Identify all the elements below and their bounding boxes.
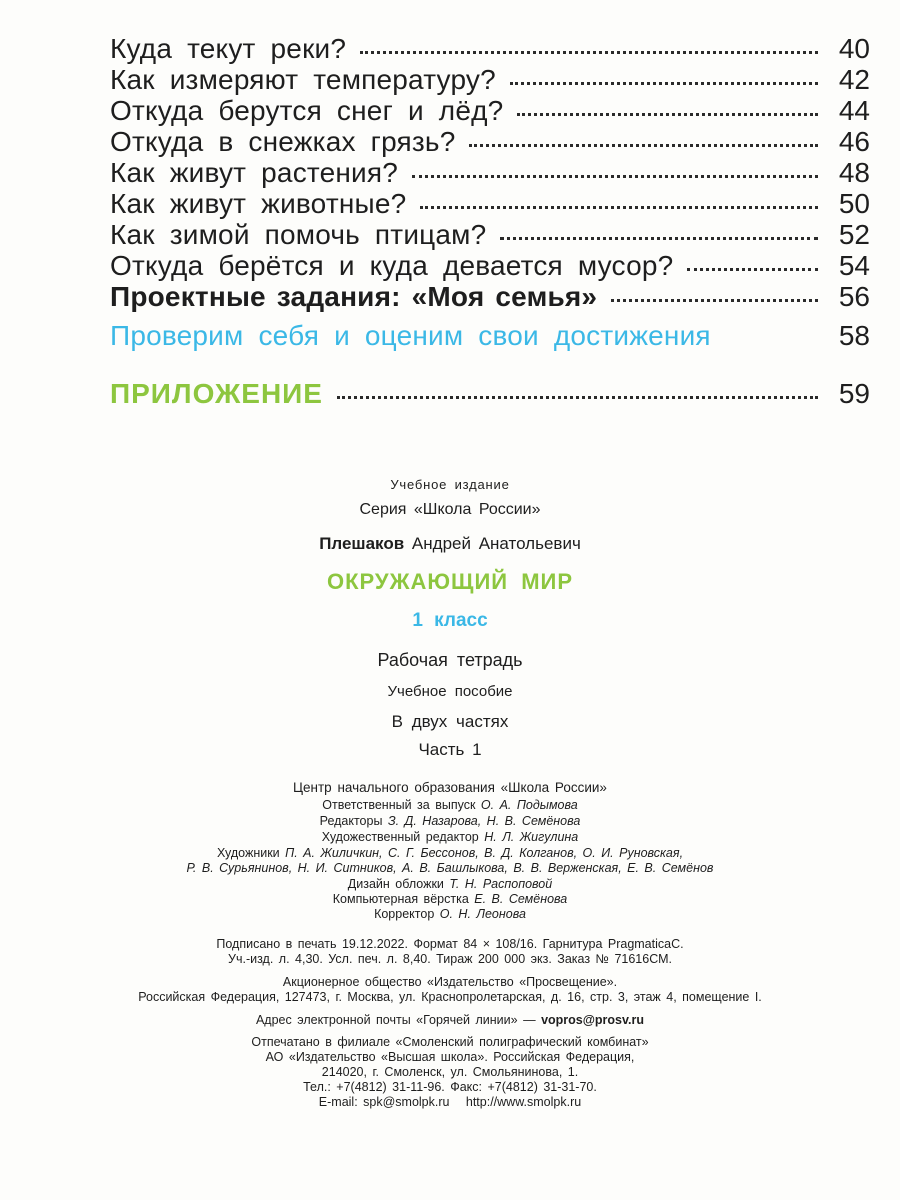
toc-leader-dots	[500, 237, 818, 240]
author	[0, 534, 900, 554]
toc-leader-dots	[337, 396, 818, 399]
table-of-contents	[110, 33, 870, 418]
credit-label: Корректор	[374, 907, 435, 921]
credit-names: Р. В. Сурьянинов, Н. И. Ситников, А. В. Башлыкова, В. В. Верженская, Е. В. Семёнов	[186, 861, 714, 875]
credit-line	[0, 877, 900, 891]
toc-entry-title: Как живут животные?	[110, 188, 407, 219]
education-center: Центр начального образования «Школа России»	[293, 780, 607, 795]
credit-label: Ответственный за выпуск	[322, 798, 476, 812]
toc-entry-page: 48	[838, 157, 870, 188]
hotline-label: Адрес электронной почты «Горячей линии» —	[255, 1013, 536, 1027]
toc-leader-dots	[469, 144, 818, 147]
toc-entry-appendix	[110, 378, 870, 418]
toc-entry	[110, 95, 870, 126]
credit-label: Художественный редактор	[321, 830, 479, 844]
toc-entry-title: Откуда в снежках грязь?	[110, 126, 456, 157]
toc-entry-page: 50	[838, 188, 870, 219]
toc-leader-dots	[517, 113, 818, 116]
print-info-line: Подписано в печать 19.12.2022. Формат 84 × 108/16. Гарнитура PragmaticaC.	[216, 937, 684, 951]
parts-note: В двух частях	[391, 712, 509, 731]
credit-line	[0, 830, 900, 844]
credit-names: О. Н. Леонова	[439, 907, 526, 921]
toc-entry	[110, 126, 870, 157]
credit-line	[0, 846, 900, 860]
toc-entry-title: Проверим себя и оценим свои достижения	[110, 320, 711, 351]
book-kind: Учебное пособие	[387, 683, 513, 700]
toc-entry-page: 46	[838, 126, 870, 157]
toc-entry-page: 52	[838, 219, 870, 250]
toc-entry-title: Как зимой помочь птицам?	[110, 219, 487, 250]
credit-label: Компьютерная вёрстка	[332, 892, 469, 906]
toc-leader-dots	[412, 175, 818, 178]
credit-names: Т. Н. Распоповой	[449, 877, 553, 891]
credit-line	[0, 798, 900, 812]
hotline-email: vopros@prosv.ru	[541, 1013, 645, 1027]
toc-entry	[110, 250, 870, 281]
credit-names: П. А. Жиличкин, С. Г. Бессонов, В. Д. Колганов, О. И. Руновская,	[285, 846, 684, 860]
toc-entry	[110, 33, 870, 64]
credit-names: Е. В. Семёнова	[474, 892, 568, 906]
hotline	[0, 1013, 900, 1027]
credit-label: Дизайн обложки	[347, 877, 444, 891]
toc-entry-title: Как измеряют температуру?	[110, 64, 496, 95]
toc-entry-page: 40	[838, 33, 870, 64]
toc-entry-self-check	[110, 320, 870, 358]
printer-line: Тел.: +7(4812) 31-11-96. Факс: +7(4812) 31-31-70.	[303, 1080, 597, 1094]
toc-entry-title: ПРИЛОЖЕНИЕ	[110, 378, 323, 409]
toc-entry-project	[110, 281, 870, 312]
printer-line: Отпечатано в филиале «Смоленский полиграфический комбинат»	[251, 1035, 649, 1049]
toc-leader-dots	[687, 268, 818, 271]
credit-label: Редакторы	[319, 814, 383, 828]
credit-names: З. Д. Назарова, Н. В. Семёнова	[387, 814, 581, 828]
series: Серия «Школа России»	[359, 501, 541, 518]
toc-leader-dots	[420, 206, 818, 209]
toc-entry-title: Куда текут реки?	[110, 33, 347, 64]
toc-entry-page: 54	[838, 250, 870, 281]
toc-entry	[110, 188, 870, 219]
credit-line	[0, 861, 900, 875]
toc-entry-page: 59	[838, 378, 870, 409]
book-type: Рабочая тетрадь	[377, 650, 523, 670]
edition-type: Учебное издание	[390, 477, 510, 492]
author-given-names: Андрей Анатольевич	[411, 534, 581, 553]
publisher-line: Акционерное общество «Издательство «Просвещение».	[282, 975, 618, 989]
toc-entry-title: Проектные задания: «Моя семья»	[110, 281, 598, 312]
print-info-line: Уч.-изд. л. 4,30. Усл. печ. л. 8,40. Тираж 200 000 экз. Заказ № 71616СМ.	[228, 952, 672, 966]
toc-leader-dots	[611, 299, 818, 302]
credit-line	[0, 814, 900, 828]
author-surname: Плешаков	[319, 534, 405, 553]
toc-entry	[110, 157, 870, 188]
toc-entry-page: 56	[838, 281, 870, 312]
toc-entry-title: Откуда берутся снег и лёд?	[110, 95, 504, 126]
toc-leader-dots	[510, 82, 818, 85]
toc-entry-page: 42	[838, 64, 870, 95]
credit-names: Н. Л. Жигулина	[484, 830, 579, 844]
printer-line: 214020, г. Смоленск, ул. Смольянинова, 1.	[321, 1065, 579, 1079]
toc-entry	[110, 219, 870, 250]
toc-entry-title: Откуда берётся и куда девается мусор?	[110, 250, 674, 281]
printer-line: АО «Издательство «Высшая школа». Российская Федерация,	[265, 1050, 635, 1064]
credit-label: Художники	[216, 846, 280, 860]
toc-entry-title: Как живут растения?	[110, 157, 399, 188]
subject-title: ОКРУЖАЮЩИЙ МИР	[326, 569, 574, 594]
credit-names: О. А. Подымова	[480, 798, 578, 812]
part-number: Часть 1	[418, 740, 482, 759]
toc-entry	[110, 64, 870, 95]
credit-line	[0, 892, 900, 906]
toc-entry-page: 44	[838, 95, 870, 126]
toc-entry-page: 58	[838, 320, 870, 351]
publisher-line: Российская Федерация, 127473, г. Москва, ул. Краснопролетарская, д. 16, стр. 3, этаж 4, помещение I.	[138, 990, 762, 1004]
toc-leader-dots	[360, 51, 818, 54]
credit-line	[0, 907, 900, 921]
grade-label: 1 класс	[412, 610, 488, 631]
printer-contacts: E-mail: spk@smolpk.ru http://www.smolpk.ru	[318, 1095, 582, 1109]
